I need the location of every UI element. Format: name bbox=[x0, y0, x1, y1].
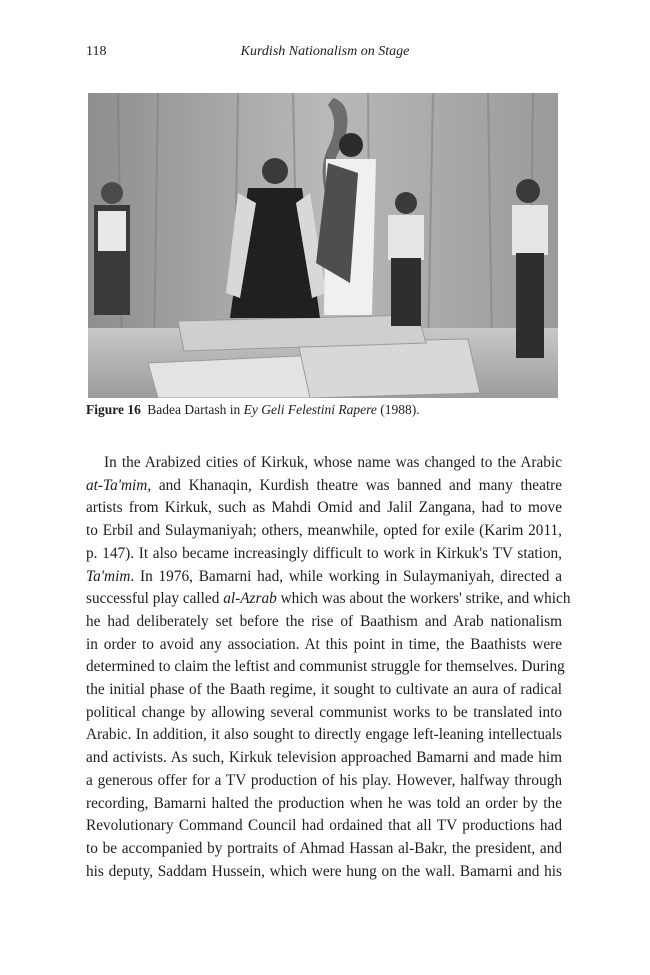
body-line bbox=[86, 497, 562, 520]
italic-term: at-Ta'mim bbox=[86, 476, 148, 494]
line-text: recording, Bamarni halted the production when he was told an order by the bbox=[86, 794, 562, 812]
line-text: to be accompanied by portraits of Ahmad Hassan al-Bakr, the president, and bbox=[86, 839, 562, 857]
caption-play-title: Ey Geli Felestini Rapere bbox=[243, 402, 377, 417]
line-text: Arabic. In addition, it also sought to directly engage left-leaning intellectuals bbox=[86, 726, 562, 744]
line-text: In the Arabized cities of Kirkuk, whose name was changed to the Arabic bbox=[104, 454, 562, 471]
line-text: artists from Kirkuk, such as Mahdi Omid and Jalil Zangana, had to move bbox=[86, 499, 562, 517]
line-text: in order to avoid any association. At this point in time, the Baathists were bbox=[86, 635, 562, 653]
body-line bbox=[86, 588, 571, 611]
figure-label: Figure 16 bbox=[86, 402, 141, 417]
body-line bbox=[86, 747, 562, 770]
body-line bbox=[86, 452, 562, 475]
body-line bbox=[86, 475, 562, 498]
line-text: p. 147). It also became increasingly difficult to work in Kirkuk's TV station, bbox=[86, 544, 562, 562]
line-text: his deputy, Saddam Hussein, which were hung on the wall. Bamarni and his bbox=[86, 862, 562, 880]
body-line bbox=[86, 679, 562, 702]
body-line bbox=[86, 611, 562, 634]
body-paragraph bbox=[86, 452, 571, 883]
body-line bbox=[86, 815, 562, 838]
line-text: . In 1976, Bamarni had, while working in Sulaymaniyah, directed a bbox=[130, 567, 562, 585]
body-line bbox=[86, 656, 565, 679]
body-line bbox=[86, 566, 562, 589]
figure-photo bbox=[88, 93, 558, 398]
body-line bbox=[86, 520, 562, 543]
caption-text-before: Badea Dartash in bbox=[147, 402, 244, 417]
page-number: 118 bbox=[86, 44, 107, 59]
body-line bbox=[86, 793, 562, 816]
line-text: , and Khanaqin, Kurdish theatre was banned and many theatre bbox=[147, 476, 562, 494]
line-text: Revolutionary Command Council had ordained that all TV productions had bbox=[86, 817, 562, 835]
body-line bbox=[86, 770, 562, 793]
line-text: a generous offer for a TV production of his play. However, halfway through bbox=[86, 771, 562, 789]
italic-term: Ta'mim bbox=[86, 567, 131, 585]
body-line bbox=[86, 702, 562, 725]
body-line bbox=[86, 724, 562, 747]
body-line bbox=[86, 861, 562, 884]
body-line bbox=[86, 634, 562, 657]
line-text: determined to claim the leftist and communist struggle for themselves. During bbox=[86, 658, 565, 676]
italic-term: al-Azrab bbox=[223, 590, 277, 608]
line-text: and activists. As such, Kirkuk television approached Bamarni and made him bbox=[86, 749, 562, 767]
line-text: to Erbil and Sulaymaniyah; others, meanwhile, opted for exile (Karim 2011, bbox=[86, 522, 562, 540]
body-line bbox=[86, 838, 562, 861]
line-text: successful play called bbox=[86, 590, 224, 608]
line-text: political change by allowing several communist works to be translated into bbox=[86, 703, 562, 721]
line-text: he had deliberately set before the rise of Baathism and Arab nationalism bbox=[86, 612, 562, 630]
body-line bbox=[86, 543, 562, 566]
line-text: the initial phase of the Baath regime, it sought to cultivate an aura of radical bbox=[86, 681, 562, 699]
running-head: Kurdish Nationalism on Stage bbox=[240, 44, 410, 59]
figure-caption bbox=[86, 402, 420, 418]
caption-text-after: (1988). bbox=[376, 402, 420, 417]
line-text: which was about the workers' strike, and which bbox=[276, 590, 571, 608]
